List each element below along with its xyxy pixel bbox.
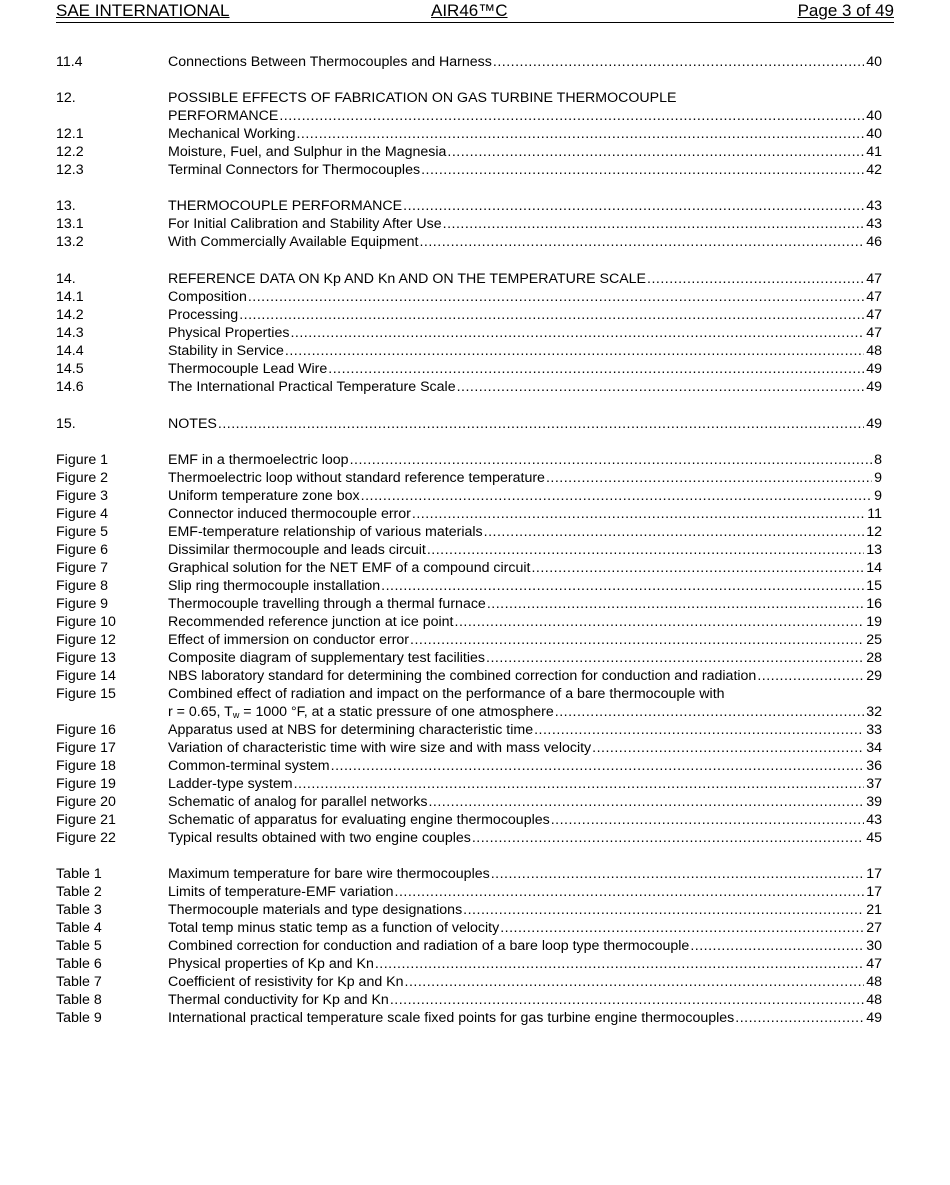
toc-number: 12. xyxy=(56,90,76,106)
toc-title: NOTES xyxy=(168,416,217,432)
toc-title: Thermocouple Lead Wire xyxy=(168,361,328,377)
figure-title: Schematic of analog for parallel networks xyxy=(168,794,428,810)
toc-row[interactable] xyxy=(56,89,882,107)
toc-number: 15. xyxy=(56,416,76,432)
toc-title: REFERENCE DATA ON Kp AND Kn AND ON THE TEMPERATURE SCALE xyxy=(168,271,647,287)
toc-page: 40 xyxy=(866,108,882,124)
toc-page: 46 xyxy=(866,234,882,250)
table-title: Total temp minus static temp as a function of velocity xyxy=(168,920,500,936)
toc-title-continuation: PERFORMANCE xyxy=(168,108,279,124)
figure-number: Figure 13 xyxy=(56,650,116,666)
figure-page: 32 xyxy=(866,704,882,720)
toc-row[interactable] xyxy=(56,143,882,161)
figure-row[interactable] xyxy=(56,757,882,775)
toc-number: 11.4 xyxy=(56,54,83,70)
toc-title: POSSIBLE EFFECTS OF FABRICATION ON GAS TURBINE THERMOCOUPLE xyxy=(168,90,677,106)
figure-title: Dissimilar thermocouple and leads circuit xyxy=(168,542,426,558)
figure-page: 11 xyxy=(867,506,882,522)
figure-page: 34 xyxy=(866,740,882,756)
toc-row[interactable] xyxy=(56,306,882,324)
page-number: Page 3 of 49 xyxy=(797,1,894,20)
toc-page: 49 xyxy=(866,379,882,395)
figure-number: Figure 18 xyxy=(56,758,116,774)
toc-row[interactable] xyxy=(56,215,882,233)
toc-page: 41 xyxy=(866,144,882,160)
toc-number: 12.2 xyxy=(56,144,84,160)
figure-title: Ladder-type system xyxy=(168,776,293,792)
toc-title: Terminal Connectors for Thermocouples xyxy=(168,162,421,178)
toc-row[interactable] xyxy=(56,53,882,71)
figure-title-continuation: r = 0.65, $T_w = 1000$ °F, at a static pressure of one atmosphere xyxy=(168,704,554,720)
table-number: Table 1 xyxy=(56,866,102,882)
toc-title: For Initial Calibration and Stability After Use xyxy=(168,216,442,232)
toc-page: 47 xyxy=(866,271,882,287)
toc-number: 12.1 xyxy=(56,126,84,142)
figure-page: 28 xyxy=(866,650,882,666)
toc-number: 14.4 xyxy=(56,343,84,359)
figure-number: Figure 21 xyxy=(56,812,116,828)
toc-title: Processing xyxy=(168,307,239,323)
figure-page: 9 xyxy=(874,488,882,504)
figure-row[interactable] xyxy=(56,631,882,649)
toc-row[interactable] xyxy=(56,161,882,179)
table-number: Table 2 xyxy=(56,884,102,900)
figure-row[interactable] xyxy=(56,505,882,523)
toc-number: 14. xyxy=(56,271,76,287)
publisher-name: SAE INTERNATIONAL xyxy=(56,1,230,20)
table-number: Table 8 xyxy=(56,992,102,1008)
figure-row[interactable] xyxy=(56,577,882,595)
figure-number: Figure 20 xyxy=(56,794,116,810)
toc-page: 43 xyxy=(866,198,882,214)
toc-page: 49 xyxy=(866,361,882,377)
table-page: 48 xyxy=(866,974,882,990)
table-row[interactable] xyxy=(56,937,882,955)
toc-page: 47 xyxy=(866,307,882,323)
figure-page: 29 xyxy=(866,668,882,684)
table-row[interactable] xyxy=(56,901,882,919)
toc-title: Mechanical Working xyxy=(168,126,296,142)
toc-number: 14.5 xyxy=(56,361,84,377)
toc-row[interactable] xyxy=(56,288,882,306)
table-number: Table 9 xyxy=(56,1010,102,1026)
figure-page: 43 xyxy=(866,812,882,828)
table-title: Coefficient of resistivity for Kp and Kn xyxy=(168,974,404,990)
figure-page: 33 xyxy=(866,722,882,738)
table-row[interactable] xyxy=(56,1009,882,1027)
figure-title: EMF in a thermoelectric loop xyxy=(168,452,349,468)
figure-page: 9 xyxy=(874,470,882,486)
figure-title: Graphical solution for the NET EMF of a compound circuit xyxy=(168,560,531,576)
table-row[interactable] xyxy=(56,973,882,991)
figure-number: Figure 3 xyxy=(56,488,109,504)
toc-page: 43 xyxy=(866,216,882,232)
table-page: 17 xyxy=(866,866,882,882)
table-title: Limits of temperature-EMF variation xyxy=(168,884,394,900)
figure-number: Figure 4 xyxy=(56,506,109,522)
table-title: Combined correction for conduction and radiation of a bare loop type thermocouple xyxy=(168,938,690,954)
toc-number: 14.2 xyxy=(56,307,84,323)
figure-number: Figure 5 xyxy=(56,524,109,540)
toc-number: 14.6 xyxy=(56,379,84,395)
table-row[interactable] xyxy=(56,955,882,973)
toc-row[interactable] xyxy=(56,324,882,342)
figure-row[interactable] xyxy=(56,523,882,541)
table-of-contents xyxy=(56,53,882,1027)
figure-number: Figure 10 xyxy=(56,614,116,630)
figure-number: Figure 6 xyxy=(56,542,109,558)
table-row[interactable] xyxy=(56,991,882,1009)
figure-row[interactable] xyxy=(56,451,882,469)
figure-title: Recommended reference junction at ice point xyxy=(168,614,454,630)
table-number: Table 6 xyxy=(56,956,102,972)
figure-title: Combined effect of radiation and impact on the performance of a bare thermocouple with xyxy=(168,686,725,702)
figure-title: NBS laboratory standard for determining the combined correction for conduction and radiation xyxy=(168,668,757,684)
figure-row[interactable] xyxy=(56,613,882,631)
figure-row[interactable] xyxy=(56,685,882,703)
figure-page: 14 xyxy=(866,560,882,576)
figure-row[interactable] xyxy=(56,595,882,613)
toc-row[interactable] xyxy=(56,342,882,360)
toc-number: 13.1 xyxy=(56,216,84,232)
table-page: 48 xyxy=(866,992,882,1008)
figure-title: Thermoelectric loop without standard reference temperature xyxy=(168,470,545,486)
figure-number: Figure 14 xyxy=(56,668,116,684)
figure-page: 12 xyxy=(866,524,882,540)
figure-title: Variation of characteristic time with wire size and with mass velocity xyxy=(168,740,592,756)
toc-page: 47 xyxy=(866,289,882,305)
toc-title: With Commercially Available Equipment xyxy=(168,234,419,250)
figure-page: 15 xyxy=(866,578,882,594)
figure-title: Effect of immersion on conductor error xyxy=(168,632,410,648)
figure-number: Figure 16 xyxy=(56,722,116,738)
toc-row[interactable] xyxy=(56,378,882,396)
figure-row[interactable] xyxy=(56,721,882,739)
table-page: 47 xyxy=(866,956,882,972)
figure-title: Common-terminal system xyxy=(168,758,330,774)
page-header xyxy=(56,0,894,23)
table-row[interactable] xyxy=(56,883,882,901)
figure-title: Connector induced thermocouple error xyxy=(168,506,411,522)
toc-title: Connections Between Thermocouples and Harness xyxy=(168,54,492,70)
toc-page: 40 xyxy=(866,126,882,142)
toc-row[interactable] xyxy=(56,270,882,288)
document-number: AIR46™C xyxy=(431,1,508,20)
table-number: Table 4 xyxy=(56,920,102,936)
figure-number: Figure 1 xyxy=(56,452,109,468)
toc-title: Composition xyxy=(168,289,247,305)
figure-number: Figure 8 xyxy=(56,578,109,594)
figure-title: Typical results obtained with two engine couples xyxy=(168,830,471,846)
table-page: 21 xyxy=(866,902,882,918)
table-title: International practical temperature scale fixed points for gas turbine engine thermocouples xyxy=(168,1010,735,1026)
figure-title: EMF-temperature relationship of various materials xyxy=(168,524,483,540)
figure-row[interactable] xyxy=(56,811,882,829)
table-number: Table 7 xyxy=(56,974,102,990)
table-title: Maximum temperature for bare wire thermocouples xyxy=(168,866,490,882)
table-title: Physical properties of Kp and Kn xyxy=(168,956,374,972)
figure-title: Schematic of apparatus for evaluating engine thermocouples xyxy=(168,812,550,828)
figure-number: Figure 19 xyxy=(56,776,116,792)
toc-title: Physical Properties xyxy=(168,325,290,341)
figure-row[interactable] xyxy=(56,541,882,559)
toc-number: 13. xyxy=(56,198,76,214)
toc-row[interactable] xyxy=(56,125,882,143)
table-title: Thermocouple materials and type designations xyxy=(168,902,463,918)
figure-row[interactable] xyxy=(56,487,882,505)
figure-title: Uniform temperature zone box xyxy=(168,488,360,504)
figure-number: Figure 2 xyxy=(56,470,109,486)
figure-number: Figure 17 xyxy=(56,740,116,756)
figure-page: 25 xyxy=(866,632,882,648)
table-title: Thermal conductivity for Kp and Kn xyxy=(168,992,389,1008)
figure-number: Figure 12 xyxy=(56,632,116,648)
table-page: 27 xyxy=(866,920,882,936)
table-page: 30 xyxy=(866,938,882,954)
toc-page: 49 xyxy=(866,416,882,432)
toc-page: 42 xyxy=(866,162,882,178)
table-row[interactable] xyxy=(56,919,882,937)
figure-row-continuation[interactable] xyxy=(56,703,882,721)
figure-row[interactable] xyxy=(56,559,882,577)
figure-title: Apparatus used at NBS for determining characteristic time xyxy=(168,722,534,738)
toc-title: THERMOCOUPLE PERFORMANCE xyxy=(168,198,403,214)
toc-row[interactable] xyxy=(56,197,882,215)
toc-page: 40 xyxy=(866,54,882,70)
figure-page: 37 xyxy=(866,776,882,792)
figure-number: Figure 22 xyxy=(56,830,116,846)
figure-row[interactable] xyxy=(56,793,882,811)
figure-page: 8 xyxy=(874,452,882,468)
figure-row[interactable] xyxy=(56,469,882,487)
figure-page: 19 xyxy=(866,614,882,630)
toc-number: 14.3 xyxy=(56,325,84,341)
toc-title: Moisture, Fuel, and Sulphur in the Magnesia xyxy=(168,144,447,160)
table-page: 17 xyxy=(866,884,882,900)
table-number: Table 3 xyxy=(56,902,102,918)
figure-page: 36 xyxy=(866,758,882,774)
figure-number: Figure 15 xyxy=(56,686,116,702)
figure-page: 45 xyxy=(866,830,882,846)
figure-page: 13 xyxy=(866,542,882,558)
toc-row[interactable] xyxy=(56,360,882,378)
table-number: Table 5 xyxy=(56,938,102,954)
toc-page: 47 xyxy=(866,325,882,341)
toc-number: 12.3 xyxy=(56,162,84,178)
figure-row[interactable] xyxy=(56,739,882,757)
toc-number: 14.1 xyxy=(56,289,84,305)
figure-title: Thermocouple travelling through a thermal furnace xyxy=(168,596,486,612)
figure-row[interactable] xyxy=(56,667,882,685)
toc-row[interactable] xyxy=(56,415,882,433)
table-page: 49 xyxy=(866,1010,882,1026)
figure-number: Figure 7 xyxy=(56,560,109,576)
figure-title: Slip ring thermocouple installation xyxy=(168,578,381,594)
toc-row[interactable] xyxy=(56,233,882,251)
toc-title: The International Practical Temperature Scale xyxy=(168,379,456,395)
figure-page: 39 xyxy=(866,794,882,810)
figure-title: Composite diagram of supplementary test facilities xyxy=(168,650,485,666)
toc-page: 48 xyxy=(866,343,882,359)
toc-row-continuation[interactable] xyxy=(56,107,882,125)
figure-page: 16 xyxy=(866,596,882,612)
figure-row[interactable] xyxy=(56,775,882,793)
table-row[interactable] xyxy=(56,865,882,883)
toc-title: Stability in Service xyxy=(168,343,284,359)
figure-row[interactable] xyxy=(56,829,882,847)
toc-number: 13.2 xyxy=(56,234,84,250)
figure-row[interactable] xyxy=(56,649,882,667)
figure-number: Figure 9 xyxy=(56,596,109,612)
